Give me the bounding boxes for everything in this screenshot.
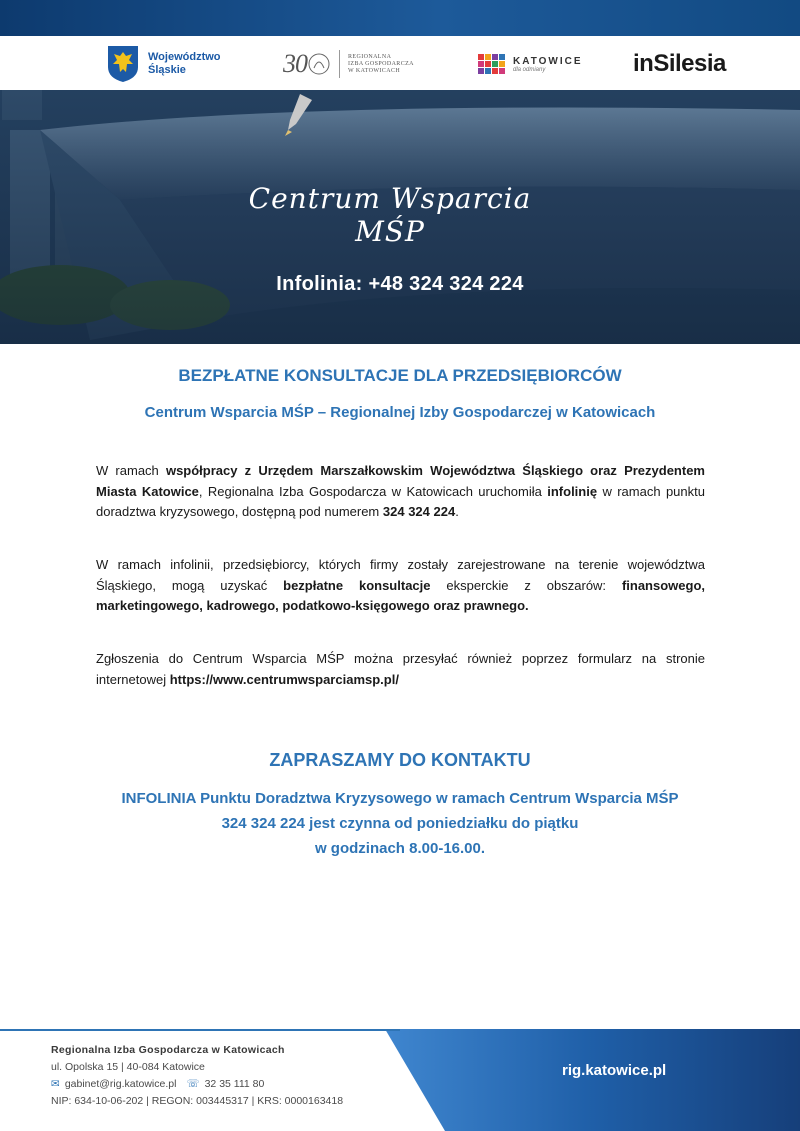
hero-script-title: Centrum Wsparcia MŚP — [248, 182, 532, 248]
rig-text-line2: IZBA GOSPODARCZA — [348, 60, 414, 67]
hero-infolinia: Infolinia: +48 324 324 224 — [276, 273, 524, 295]
footer-contact-block — [51, 1042, 343, 1110]
partner-logo-bar — [0, 36, 800, 90]
rig-text-line3: W KATOWICACH — [348, 67, 401, 74]
hero-banner — [0, 90, 800, 344]
footer-contact-row — [51, 1076, 343, 1093]
rig-monogram-icon — [307, 52, 331, 76]
insilesia-main: Silesia — [653, 50, 726, 77]
footer-top-line — [0, 1029, 400, 1031]
footer-email[interactable]: gabinet@rig.katowice.pl — [64, 1078, 177, 1090]
wojewodztwo-slaskie-logo — [107, 44, 221, 84]
rig-30-logo — [283, 44, 414, 84]
insilesia-logo — [633, 44, 726, 84]
envelope-icon: ✉ — [51, 1078, 60, 1090]
contact-line-1: INFOLINIA Punktu Doradztwa Kryzysowego w ramach Centrum Wsparcia MŚP — [121, 790, 679, 807]
footer — [0, 1029, 800, 1131]
paragraph-form: Zgłoszenia do Centrum Wsparcia MŚP można przesyłać również poprzez formularz na stronie internetowej https://www.centrumwsparciamsp.pl/ — [96, 651, 705, 687]
page-title: BEZPŁATNE KONSULTACJE DLA PRZEDSIĘBIORCÓW — [178, 366, 622, 385]
contact-line-3: w godzinach 8.00-16.00. — [314, 840, 486, 857]
website-link[interactable]: https://www.centrumwsparciamsp.pl/ — [169, 671, 399, 687]
footer-phone[interactable]: 32 35 111 80 — [204, 1078, 265, 1090]
footer-website[interactable]: rig.katowice.pl — [562, 1062, 667, 1079]
top-blue-stripe — [0, 0, 800, 36]
eagle-shield-icon — [107, 45, 139, 83]
rig-anniversary-number: 30 — [283, 49, 307, 78]
katowice-logo — [478, 44, 583, 84]
wojewodztwo-line1: Województwo — [148, 51, 221, 63]
katowice-pixel-icon — [478, 54, 505, 74]
footer-org-name: Regionalna Izba Gospodarcza w Katowicach — [51, 1044, 285, 1056]
rig-divider — [339, 50, 340, 78]
footer-address: ul. Opolska 15 | 40-084 Katowice — [51, 1061, 205, 1073]
footer-registry: NIP: 634-10-06-202 | REGON: 003445317 | KRS: 0000163418 — [51, 1095, 344, 1107]
page-subtitle: Centrum Wsparcia MŚP – Regionalnej Izby Gospodarczej w Katowicach — [144, 404, 656, 421]
pen-icon — [0, 90, 320, 150]
paragraph-cooperation: W ramach współpracy z Urzędem Marszałkowskim Województwa Śląskiego oraz Prezydentem Miasta Katowice, Regionalna Izba Gospodarcza w Katowicach uruchomiła infolinię w ramach punktu doradztwa kryzysowego, dostępną pod numerem 324 324 224. — [96, 463, 705, 520]
contact-heading: ZAPRASZAMY DO KONTAKTU — [269, 750, 531, 770]
katowice-tagline: dla odmiany — [513, 66, 546, 73]
paragraph-consultations: W ramach infolinii, przedsiębiorcy, których firmy zostały zarejestrowane na terenie województwa Śląskiego, mogą uzyskać bezpłatne konsultacje eksperckie z obszarów: finansowego, marketingowego, kadrowego, podatkowo-księgowego oraz prawnego. — [96, 557, 705, 614]
contact-line-2: 324 324 224 jest czynna od poniedziałku do piątku — [221, 815, 579, 832]
insilesia-prefix: in — [633, 50, 654, 77]
katowice-name: KATOWICE — [513, 55, 583, 67]
phone-icon: ☏ — [186, 1078, 200, 1090]
rig-text-line1: REGIONALNA — [348, 53, 392, 60]
wojewodztwo-line2: Śląskie — [148, 64, 186, 76]
